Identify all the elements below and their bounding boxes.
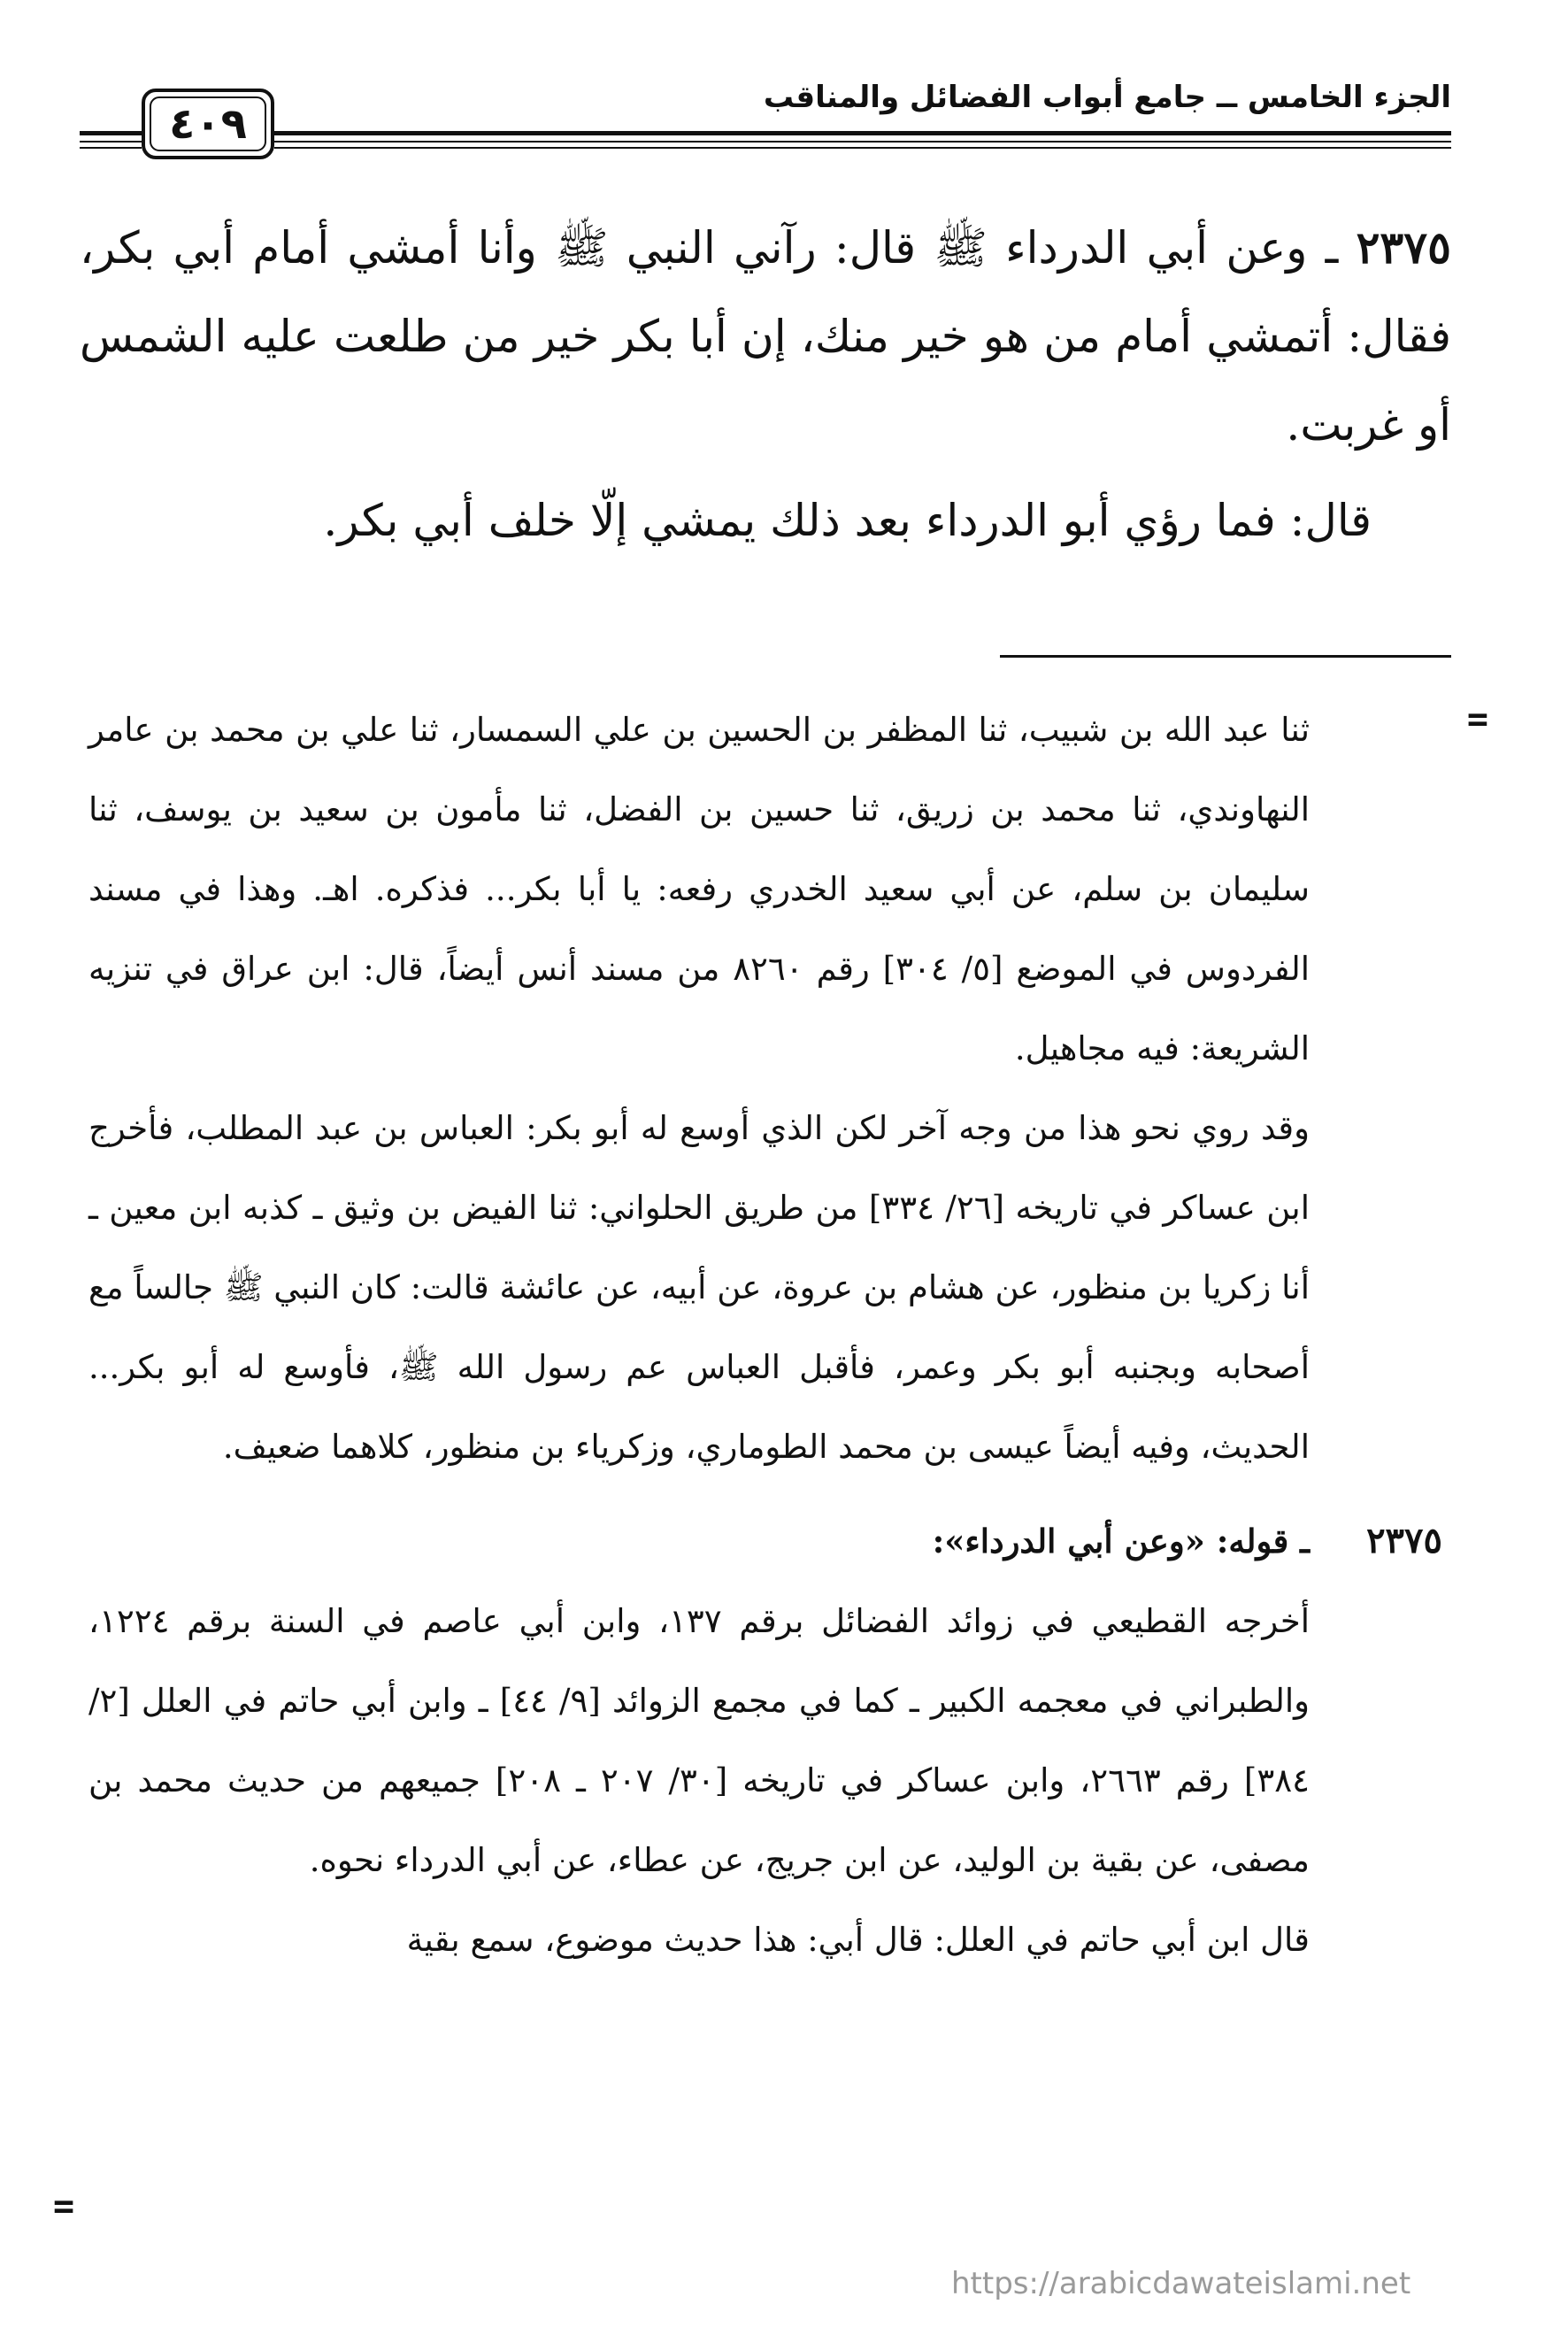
header-rule-left	[80, 131, 142, 135]
hadith-text: ـ وعن أبي الدرداء ﷺ قال: رآني النبي ﷺ وأنا أمشي أمام أبي بكر، فقال: أتمشي أمام من هو خير منك، إن أبا بكر خير من طلعت عليه الشمس أو غربت.	[80, 222, 1451, 451]
hadith-paragraph	[80, 204, 1451, 469]
watermark: https://arabicdawateislami.net	[951, 2266, 1411, 2301]
footnote-paragraph: ثنا عبد الله بن شبيب، ثنا المظفر بن الحسين بن علي السمسار، ثنا علي بن محمد بن عامر النهاوندي، ثنا محمد بن زريق، ثنا حسين بن الفضل، ثنا مأمون بن سعيد بن يوسف، ثنا سليمان بن سلم، عن أبي سعيد الخدري رفعه: يا أبا بكر... فذكره. اهـ. وهذا في مسند الفردوس في الموضع [٥/ ٣٠٤] رقم ٨٢٦٠ من مسند أنس أيضاً، قال: ابن عراق في تنزيه الشريعة: فيه مجاهيل.	[88, 711, 1311, 1067]
footnote-separator	[1000, 655, 1451, 658]
footnote-entry	[88, 1501, 1442, 1582]
continuation-mark-bottom: =	[53, 2186, 75, 2227]
footnote-paragraph: وقد روي نحو هذا من وجه آخر لكن الذي أوسع له أبو بكر: العباس بن عبد المطلب، فأخرج ابن عساكر في تاريخه [٢٦/ ٣٣٤] من طريق الحلواني: ثنا الفيض بن وثيق ـ كذبه ابن معين ـ أنا زكريا بن منظور، عن هشام بن عروة، عن أبيه، عن عائشة قالت: كان النبي ﷺ جالساً مع أصحابه وبجنبه أبو بكر وعمر، فأقبل العباس عم رسول الله ﷺ، فأوسع له أبو بكر... الحديث، وفيه أيضاً عيسى بن محمد الطوماري، وزكرياء بن منظور، كلاهما ضعيف.	[88, 1109, 1310, 1466]
header-rule	[274, 147, 1451, 149]
footnote-number: ٢٣٧٥	[1366, 1520, 1442, 1561]
continuation-mark-top: =	[1466, 699, 1488, 740]
header-rule-left	[80, 141, 142, 143]
footnotes	[88, 690, 1442, 1980]
header-rule-left	[80, 147, 142, 149]
page-number-frame	[142, 89, 274, 159]
footnote-paragraph: قال ابن أبي حاتم في العلل: قال أبي: هذا حديث موضوع، سمع بقية	[406, 1921, 1310, 1959]
hadith-number: ٢٣٧٥	[1356, 221, 1451, 274]
page-number: ٤٠٩	[169, 99, 247, 149]
footnote-paragraph: أخرجه القطيعي في زوائد الفضائل برقم ١٣٧، وابن أبي عاصم في السنة برقم ١٢٢٤، والطبراني في معجمه الكبير ـ كما في مجمع الزوائد [٩/ ٤٤] ـ وابن أبي حاتم في العلل [٢/ ٣٨٤] رقم ٢٦٦٣، وابن عساكر في تاريخه [٣٠/ ٢٠٧ ـ ٢٠٨] جميعهم من حديث محمد بن مصفى، عن بقية بن الوليد، عن ابن جريج، عن عطاء، عن أبي الدرداء نحوه.	[88, 1602, 1310, 1879]
running-title: الجزء الخامس ــ جامع أبواب الفضائل والمناقب	[763, 80, 1451, 115]
header-rule	[274, 131, 1451, 135]
footnote-heading: ـ قوله: «وعن أبي الدرداء»:	[932, 1522, 1310, 1561]
main-text	[80, 204, 1451, 565]
header-rule	[274, 141, 1451, 143]
page-header	[80, 71, 1451, 168]
hadith-follow-up: قال: فما رؤي أبو الدرداء بعد ذلك يمشي إلّا خلف أبي بكر.	[323, 495, 1372, 546]
